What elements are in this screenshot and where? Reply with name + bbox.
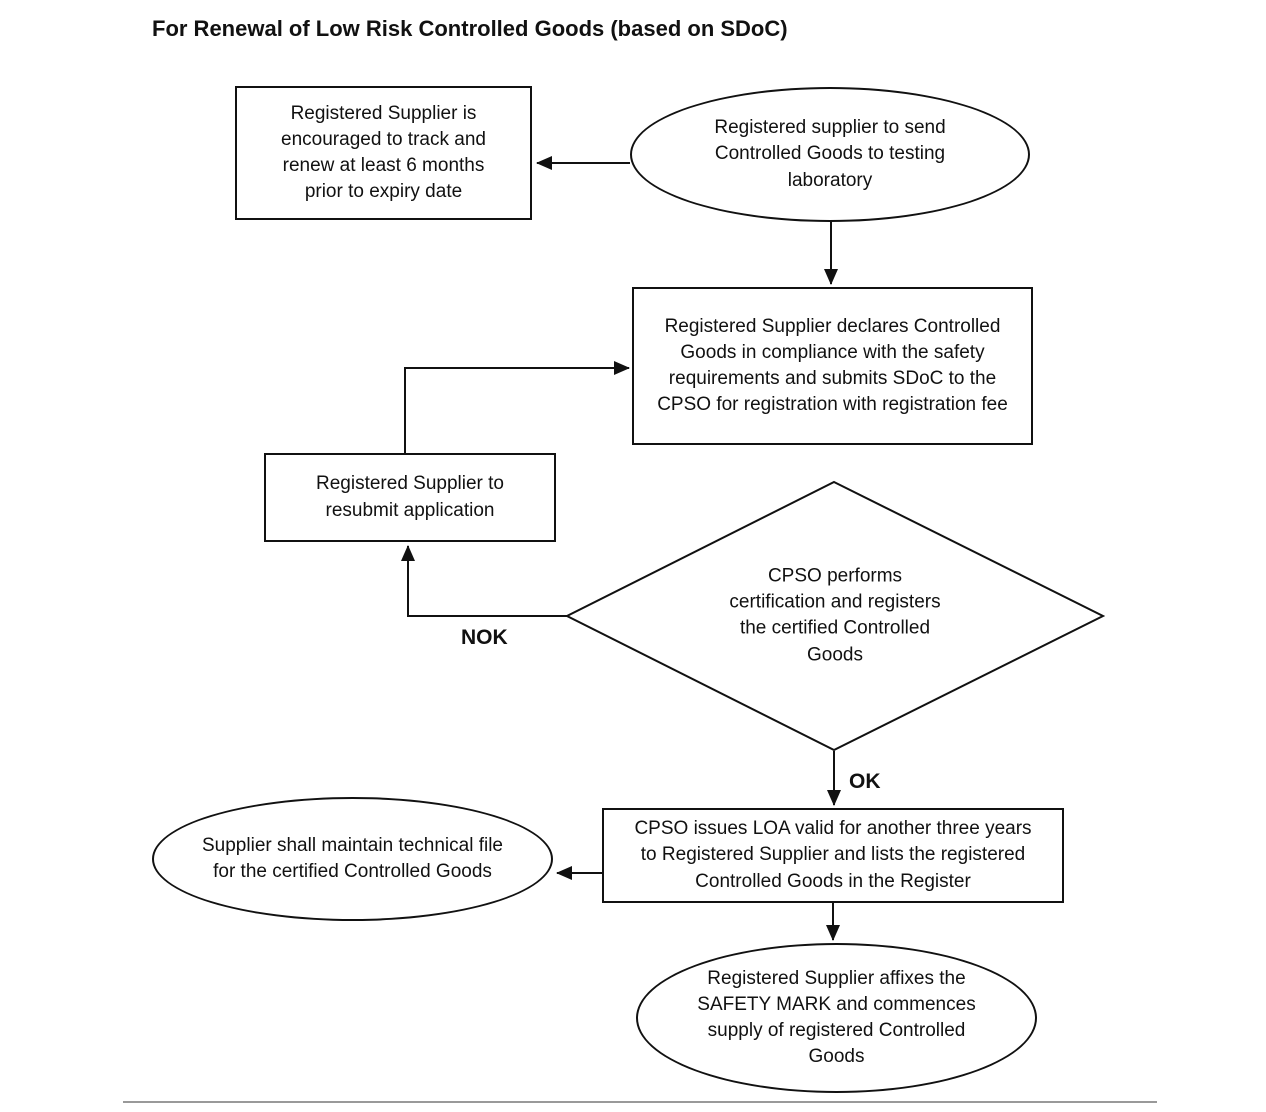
decision-label-ok: OK bbox=[849, 770, 881, 793]
node-declare-sdoc bbox=[632, 287, 1033, 445]
node-affix-safety-mark bbox=[636, 943, 1037, 1093]
page-title: For Renewal of Low Risk Controlled Goods (based on SDoC) bbox=[152, 16, 788, 41]
decision-label-nok: NOK bbox=[461, 626, 508, 649]
node-send-to-lab-text: Registered supplier to send Controlled Goods to testing laboratory bbox=[714, 117, 946, 191]
node-issue-loa-text: CPSO issues LOA valid for another three years to Registered Supplier and lists the registered Controlled Goods in the Register bbox=[634, 818, 1032, 892]
node-technical-file-text: Supplier shall maintain technical file for the certified Controlled Goods bbox=[202, 834, 503, 882]
edge-resubmit-to-declare bbox=[405, 368, 629, 453]
node-resubmit-application-text: Registered Supplier to resubmit application bbox=[316, 473, 504, 521]
node-affix-safety-mark-text: Registered Supplier affixes the SAFETY MARK and commences supply of registered Controlled Goods bbox=[697, 967, 976, 1068]
node-declare-sdoc-text: Registered Supplier declares Controlled Goods in compliance with the safety requirements and submits SDoC to the CPSO for registration with registration fee bbox=[657, 315, 1008, 416]
node-certification-decision bbox=[565, 480, 1105, 752]
node-resubmit-application bbox=[264, 453, 556, 542]
node-track-renew bbox=[235, 86, 532, 220]
node-track-renew-text: Registered Supplier is encouraged to track and renew at least 6 months prior to expiry date bbox=[281, 102, 486, 203]
edge-decision-nok-to-resubmit bbox=[408, 546, 567, 616]
node-certification-decision-text: CPSO performs certification and registers the certified Controlled Goods bbox=[729, 565, 941, 666]
node-issue-loa bbox=[602, 808, 1064, 903]
node-technical-file bbox=[152, 797, 553, 921]
node-send-to-lab bbox=[630, 87, 1030, 222]
